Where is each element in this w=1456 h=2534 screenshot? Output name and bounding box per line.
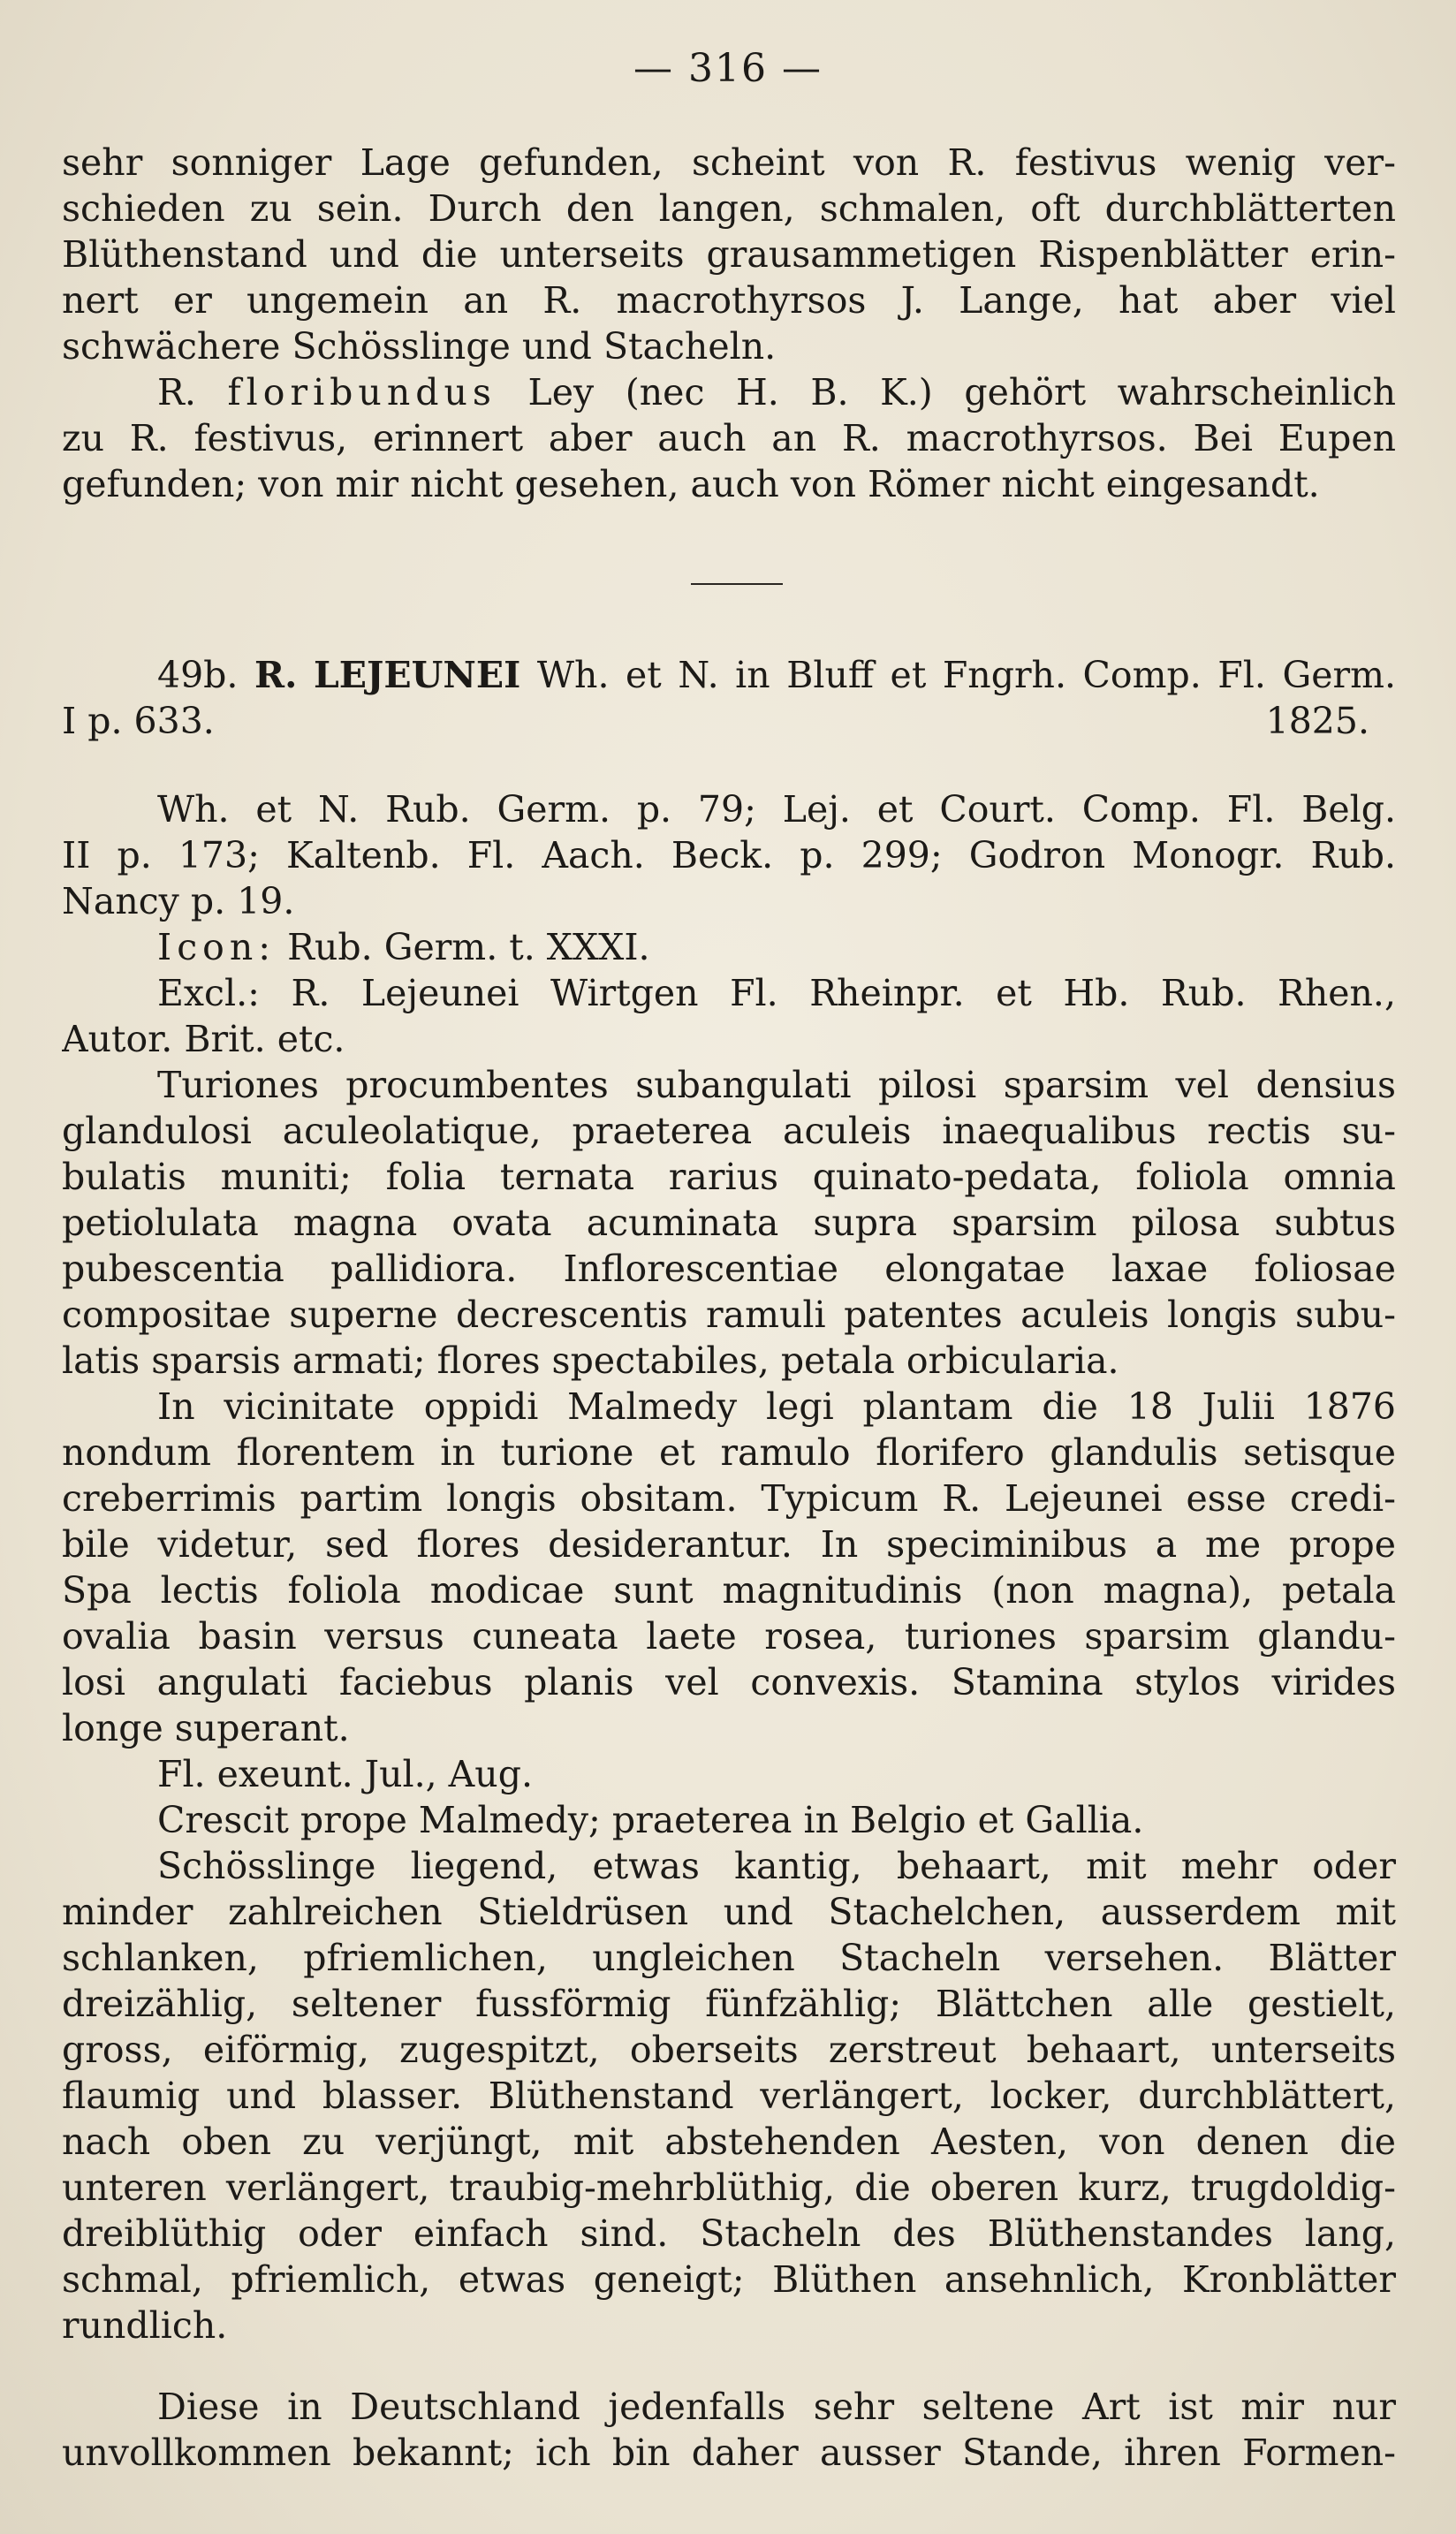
- text-line: gross, eiförmig, zugespitzt, oberseits zerstreut behaart, unterseits: [62, 2029, 1396, 2071]
- text-line: petiolulata magna ovata acuminata supra sparsim pilosa subtus: [62, 1202, 1396, 1244]
- text-line: schmal, pfriemlich, etwas geneigt; Blüthen ansehnlich, Kronblätter: [62, 2258, 1396, 2301]
- text-line: compositae superne decrescentis ramuli patentes aculeis longis subu-: [62, 1294, 1396, 1336]
- text-line: Turiones procumbentes subangulati pilosi sparsim vel densius: [157, 1064, 1396, 1106]
- floribundus-first-line: [62, 369, 1396, 415]
- species-number: 49b.: [157, 654, 239, 696]
- icon-label: Icon:: [157, 926, 277, 968]
- text-line: creberrimis partim longis obsitam. Typicum R. Lejeunei esse credi-: [62, 1477, 1396, 1520]
- species-entry: [62, 652, 1396, 744]
- flowering-line: Fl. exeunt. Jul., Aug.: [157, 1753, 533, 1795]
- species-name: LEJEUNEI: [313, 654, 521, 696]
- text-line: longe superant.: [62, 1707, 350, 1749]
- text-line: flaumig und blasser. Blüthenstand verlängert, locker, durchblättert,: [62, 2075, 1396, 2117]
- text-line: bulatis muniti; folia ternata rarius quinato-pedata, foliola omnia: [62, 1156, 1396, 1198]
- text-line: Nancy p. 19.: [62, 880, 295, 922]
- species-genus: R.: [254, 654, 298, 696]
- top-paragraph: [62, 140, 1396, 507]
- species-page-row: [62, 698, 1396, 744]
- text-line: losi angulati faciebus planis vel convexis. Stamina stylos virides: [62, 1661, 1396, 1703]
- text-line: Blüthenstand und die unterseits grausammetigen Rispenblätter erin-: [62, 233, 1396, 276]
- text-line: latis sparsis armati; flores spectabiles, petala orbicularia.: [62, 1339, 1119, 1382]
- text-line: bile videtur, sed flores desiderantur. In speciminibus a me prope: [62, 1523, 1396, 1566]
- text-line: Wh. et N. Rub. Germ. p. 79; Lej. et Court. Comp. Fl. Belg.: [157, 788, 1396, 831]
- species-year: 1825.: [1265, 700, 1369, 742]
- icon-line: [62, 924, 1396, 970]
- text-line: Schösslinge liegend, etwas kantig, behaart, mit mehr oder: [157, 1845, 1396, 1887]
- text-line: Spa lectis foliola modicae sunt magnitudinis (non magna), petala: [62, 1569, 1396, 1612]
- text-line: gefunden; von mir nicht gesehen, auch von Römer nicht eingesandt.: [62, 463, 1320, 505]
- text-line: ovalia basin versus cuneata laete rosea, turiones sparsim glandu-: [62, 1615, 1396, 1658]
- text-line: In vicinitate oppidi Malmedy legi plantam die 18 Julii 1876: [157, 1385, 1396, 1428]
- text-line: schlanken, pfriemlichen, ungleichen Stacheln versehen. Blätter: [62, 1937, 1396, 1979]
- floribundus-name: floribundus: [227, 371, 497, 413]
- text-line: nert er ungemein an R. macrothyrsos J. Lange, hat aber viel: [62, 279, 1396, 322]
- text-line: nondum florentem in turione et ramulo florifero glandulis setisque: [62, 1431, 1396, 1474]
- text-line: zu R. festivus, erinnert aber auch an R. macrothyrsos. Bei Eupen: [62, 417, 1396, 459]
- text-line: nach oben zu verjüngt, mit abstehenden Aesten, von denen die: [62, 2121, 1396, 2163]
- habitat-line: Crescit prope Malmedy; praeterea in Belgio et Gallia.: [157, 1799, 1144, 1841]
- text-line: Diese in Deutschland jedenfalls sehr seltene Art ist mir nur: [157, 2386, 1396, 2428]
- page-number: — 316 —: [633, 46, 823, 91]
- text-line: dreizählig, seltener fussförmig fünfzählig; Blättchen alle gestielt,: [62, 1983, 1396, 2025]
- text-line: pubescentia pallidiora. Inflorescentiae elongatae laxae foliosae: [62, 1248, 1396, 1290]
- species-page: I p. 633.: [62, 700, 215, 742]
- text-line: II p. 173; Kaltenb. Fl. Aach. Beck. p. 299; Godron Monogr. Rub.: [62, 834, 1396, 876]
- species-heading: [62, 652, 1396, 698]
- text-line: schieden zu sein. Durch den langen, schmalen, oft durchblätterten: [62, 187, 1396, 230]
- floribundus-rest: Ley (nec H. B. K.) gehört wahrscheinlich: [527, 371, 1396, 413]
- text-line: dreiblüthig oder einfach sind. Stacheln des Blüthenstandes lang,: [62, 2212, 1396, 2255]
- text-line: minder zahlreichen Stieldrüsen und Stachelchen, ausserdem mit: [62, 1891, 1396, 1933]
- text-line: schwächere Schösslinge und Stacheln.: [62, 325, 777, 368]
- closing-paragraph: [62, 2384, 1396, 2476]
- text-line: unvollkommen bekannt; ich bin daher ausser Stande, ihren Formen-: [62, 2432, 1396, 2474]
- species-citation: Wh. et N. in Bluff et Fngrh. Comp. Fl. Germ.: [536, 654, 1396, 696]
- references: [62, 786, 1396, 2348]
- text-line: rundlich.: [62, 2304, 228, 2347]
- text-line: Autor. Brit. etc.: [62, 1018, 345, 1060]
- text-line: glandulosi aculeolatique, praeterea aculeis inaequalibus rectis su-: [62, 1110, 1396, 1152]
- text-line: unteren verlängert, traubig-mehrblüthig, die oberen kurz, trugdoldig-: [62, 2166, 1396, 2209]
- floribundus-genus: R.: [157, 371, 196, 413]
- text-line: Excl.: R. Lejeunei Wirtgen Fl. Rheinpr. et Hb. Rub. Rhen.,: [157, 972, 1396, 1014]
- section-divider: [691, 583, 783, 585]
- text-line: sehr sonniger Lage gefunden, scheint von R. festivus wenig ver-: [62, 141, 1396, 184]
- icon-text: Rub. Germ. t. XXXI.: [287, 926, 650, 968]
